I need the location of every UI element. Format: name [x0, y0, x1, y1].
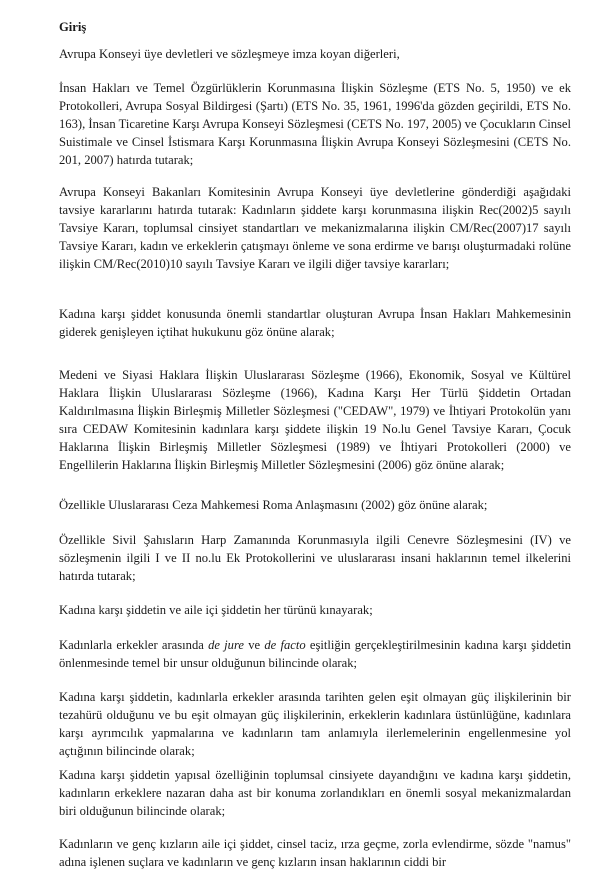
paragraph-7: Özellikle Sivil Şahısların Harp Zamanında Korunmasıyla ilgili Cenevre Sözleşmesini (IV) ve sözleşmenin ilgili I ve II no.lu Ek Protokollerini ve uluslararası insani haklarının temel ilkelerini hatırda tutarak;	[59, 533, 571, 583]
paragraph-9-text-a: Kadınlarla erkekler arasında	[59, 638, 209, 652]
section-heading: Giriş	[59, 20, 87, 34]
paragraph-8: Kadına karşı şiddetin ve aile içi şiddetin her türünü kınayarak;	[59, 603, 373, 617]
paragraph-5: Medeni ve Siyasi Haklara İlişkin Uluslararası Sözleşme (1966), Ekonomik, Sosyal ve Kültürel Haklara İlişkin Uluslararası Sözleşme (1966), Kadına Karşı Her Türlü Şiddetin Ortadan Kaldırılmasına İlişkin Birleşmiş Milletler Sözleşmesi ("CEDAW", 1979) ve İhtiyari Protokolün yanı sıra CEDAW Komitesinin kadınlara karşı şiddete ilişkin 19 No.lu Genel Tavsiye Kararı, Çocuk Haklarına İlişkin Birleşmiş Milletler Sözleşmesi (1989) ve İhtiyari Protokolleri (2000) ve Engellilerin Haklarına İlişkin Birleşmiş Milletler Sözleşmesini (2006) göz önüne alarak;	[59, 368, 571, 472]
paragraph-10: Kadına karşı şiddetin, kadınlarla erkekler arasında tarihten gelen eşit olmayan güç ilişkilerinin bir tezahürü olduğunu ve bu eşit olmayan güç ilişkilerinin, erkeklerin kadınlara üstünlüğüne, kadınlara karşı ayrımcılık yapmalarına ve kadınların tam anlamıyla ilerlemelerinin engellenmesine yol açtığının bilincinde olarak;	[59, 690, 571, 758]
paragraph-9-term-de-facto: de facto	[264, 638, 306, 652]
paragraph-9-term-de-jure: de jure	[208, 638, 245, 652]
paragraph-4: Kadına karşı şiddet konusunda önemli standartlar oluşturan Avrupa İnsan Hakları Mahkemesinin giderek genişleyen içtihat hukukunu göz önüne alarak;	[59, 307, 571, 339]
paragraph-2: İnsan Hakları ve Temel Özgürlüklerin Korunmasına İlişkin Sözleşme (ETS No. 5, 1950) ve ek Protokolleri, Avrupa Sosyal Bildirgesi (Şartı) (ETS No. 35, 1961, 1996'da gözden geçirildi, ETS No. 163), İnsan Ticaretine Karşı Avrupa Konseyi Sözleşmesi (CETS No. 197, 2005) ve Çocukların Cinsel Suistimale ve Cinsel İstismara Karşı Korunmasına İlişkin Avrupa Konseyi Sözleşmesini (CETS No. 201, 2007) hatırda tutarak;	[59, 81, 571, 167]
paragraph-9	[59, 636, 571, 672]
paragraph-9-text-b: ve	[244, 638, 265, 652]
paragraph-11: Kadına karşı şiddetin yapısal özelliğinin toplumsal cinsiyete dayandığını ve kadına karşı şiddetin, kadınların erkeklere nazaran daha ast bir konuma zorlandıkları en önemli sosyal mekanizmalardan biri olduğunun bilincinde olarak;	[59, 768, 571, 818]
paragraph-1: Avrupa Konseyi üye devletleri ve sözleşmeye imza koyan diğerleri,	[59, 47, 400, 61]
paragraph-12: Kadınların ve genç kızların aile içi şiddet, cinsel taciz, ırza geçme, zorla evlendirme, sözde "namus" adına işlenen suçlara ve kadınların ve genç kızların insan haklarının ciddi bir	[59, 837, 571, 869]
paragraph-3: Avrupa Konseyi Bakanları Komitesinin Avrupa Konseyi üye devletlerine gönderdiği aşağıdaki tavsiye kararlarını hatırda tutarak: Kadınların şiddete karşı korunmasına ilişkin Rec(2002)5 sayılı Tavsiye Kararı, toplumsal cinsiyet standartları ve mekanizmalarına ilişkin CM/Rec(2007)17 sayılı Tavsiye Kararı, kadın ve erkeklerin çatışmayı önleme ve sona erdirme ve barışı oluşturmadaki rolüne ilişkin CM/Rec(2010)10 sayılı Tavsiye Kararı ve ilgili diğer tavsiye kararları;	[59, 185, 571, 271]
paragraph-6: Özellikle Uluslararası Ceza Mahkemesi Roma Anlaşmasını (2002) göz önüne alarak;	[59, 498, 488, 512]
paragraph-9-text-c: eşitliğin gerçekleştirilmesinin kadına karşı şiddetin önlenmesinde temel bir unsur olduğunun bilincinde olarak;	[59, 638, 571, 670]
